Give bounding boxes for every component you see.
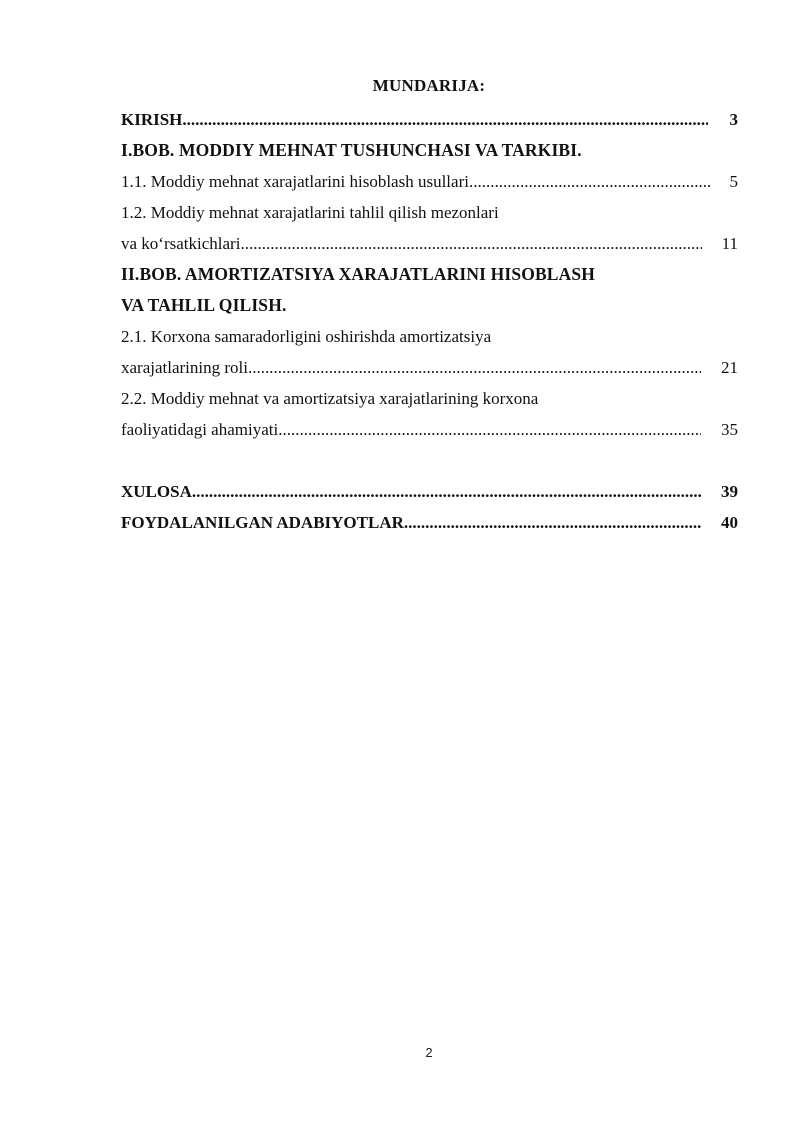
chapter-2-heading-line2[interactable]: VA TAHLIL QILISH. [121, 295, 287, 315]
toc-page-number: 11 [721, 234, 738, 253]
toc-entry-label: FOYDALANILGAN ADABIYOTLAR [121, 513, 404, 532]
leader-dots [248, 352, 701, 383]
spacer [121, 445, 738, 476]
toc-entry-1-2-line1[interactable]: 1.2. Moddiy mehnat xarajatlarini tahlil qilish mezonlari [121, 203, 499, 222]
leader-dots [278, 414, 701, 445]
leader-dots [469, 166, 710, 197]
toc-page-number: 3 [729, 110, 738, 129]
toc-entry-2-1[interactable] [121, 352, 738, 383]
toc-entry-label: faoliyatidagi ahamiyati [121, 420, 279, 439]
toc-entry-label: XULOSA [121, 482, 192, 501]
toc-entry-1-1[interactable] [121, 166, 738, 197]
leader-dots [240, 228, 701, 259]
toc-entry-label: 1.1. Moddiy mehnat xarajatlarini hisoblash usullari [121, 172, 469, 191]
toc-entry-label: xarajatlarining roli [121, 358, 248, 377]
table-of-contents [121, 104, 738, 538]
toc-entry-references[interactable] [121, 507, 738, 538]
toc-page-number: 39 [721, 482, 738, 501]
toc-entry-label: va ko‘rsatkichlari [121, 234, 241, 253]
toc-page-number: 35 [721, 420, 738, 439]
toc-entry-2-1-line1[interactable]: 2.1. Korxona samaradorligini oshirishda amortizatsiya [121, 327, 492, 346]
leader-dots [182, 104, 707, 135]
chapter-1-heading[interactable]: I.BOB. MODDIY MEHNAT TUSHUNCHASI VA TARKIBI. [121, 140, 582, 160]
toc-page-number: 5 [729, 172, 738, 191]
leader-dots [192, 476, 701, 507]
toc-entry-label: KIRISH [121, 110, 183, 129]
page-number: 2 [425, 1045, 433, 1060]
toc-page-number: 21 [721, 358, 738, 377]
chapter-2-heading-line1[interactable]: II.BOB. AMORTIZATSIYA XARAJATLARINI HISOBLASH [121, 264, 596, 284]
toc-entry-conclusion[interactable] [121, 476, 738, 507]
toc-entry-2-2[interactable] [121, 414, 738, 445]
leader-dots [404, 507, 701, 538]
toc-entry-1-2[interactable] [121, 228, 738, 259]
toc-page-number: 40 [721, 513, 738, 532]
page-title: MUNDARIJA: [372, 76, 486, 95]
toc-entry-2-2-line1[interactable]: 2.2. Moddiy mehnat va amortizatsiya xarajatlarining korxona [121, 389, 539, 408]
toc-entry-intro[interactable] [121, 104, 738, 135]
